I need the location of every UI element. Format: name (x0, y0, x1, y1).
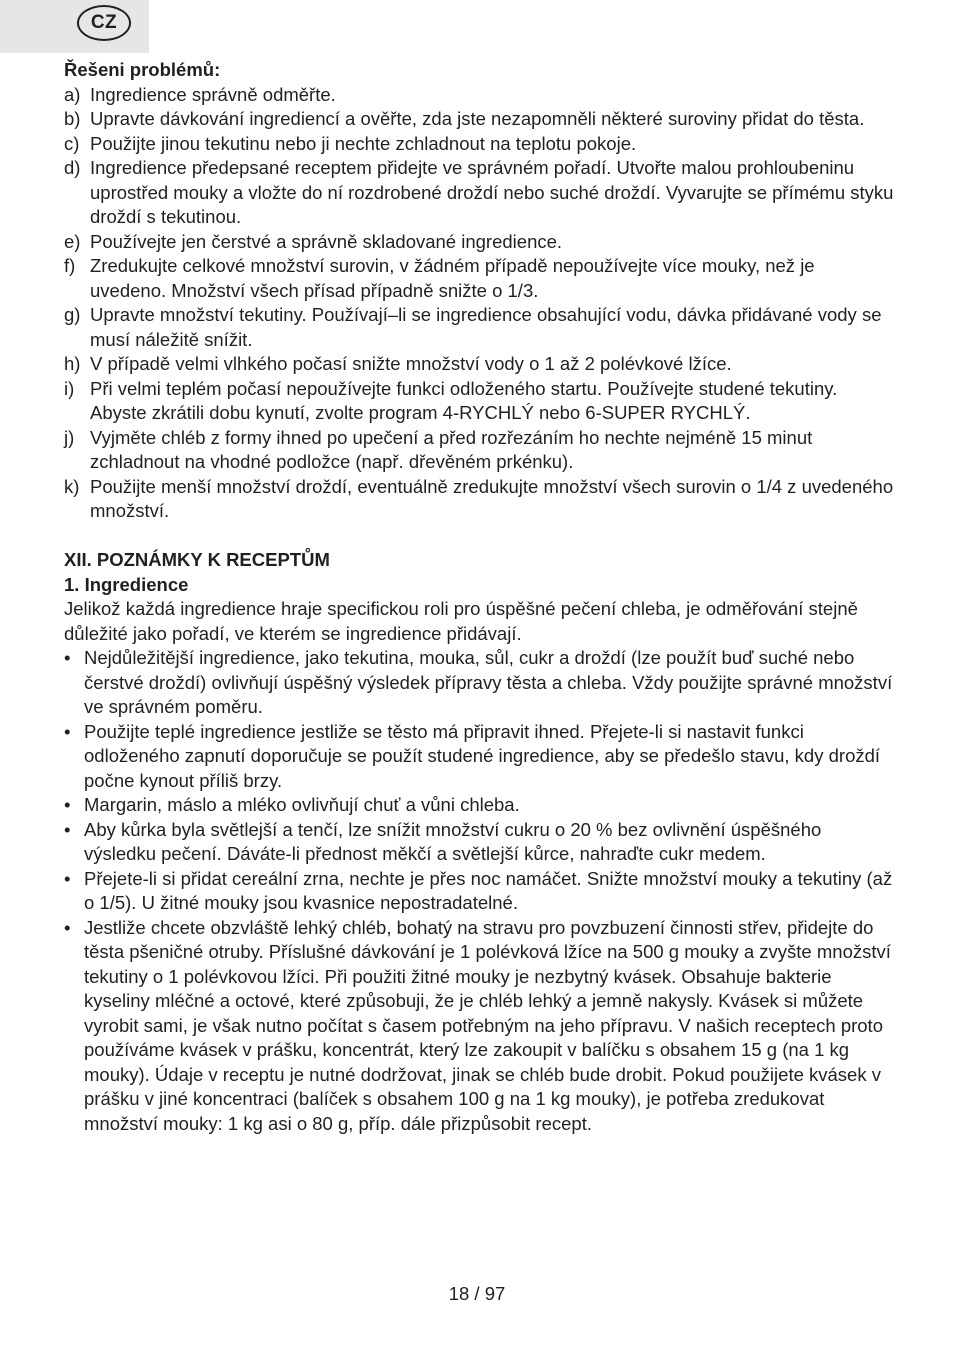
bullet-text: Aby kůrka byla světlejší a tenčí, lze snížit množství cukru o 20 % bez ovlivnění úspěšného výsledku pečení. Dáváte-li přednost měkčí a světlejší kůrce, nahraďte cukr medem. (84, 818, 822, 864)
list-item-marker: e) (64, 230, 81, 252)
list-item (64, 254, 894, 303)
list-item (64, 83, 894, 108)
page-content (64, 58, 894, 1136)
list-item-text: Použijte jinou tekutinu nebo ji nechte zchladnout na teplotu pokoje. (90, 132, 637, 154)
list-item-text: Ingredience správně odměřte. (90, 83, 336, 105)
list-item-text: Vyjměte chléb z formy ihned po upečení a před rozřezáním ho nechte nejméně 15 minut zchladnout na vhodné podložce (např. dřevěném prkénku). (90, 426, 813, 472)
bullet-text: Margarin, máslo a mléko ovlivňují chuť a vůni chleba. (84, 794, 520, 815)
list-item-marker: a) (64, 83, 81, 105)
bullet-text: Nejdůležitější ingredience, jako tekutina, mouka, sůl, cukr a droždí (lze použít buď suché nebo čerstvé droždí) ovlivňují úspěšný výsledek přípravy těsta a chleba. Vždy použijte správné množství ve správném poměru. (84, 647, 893, 717)
list-item-marker: g) (64, 304, 81, 325)
language-tab (0, 0, 149, 53)
subsection-heading: 1. Ingredience (64, 573, 189, 595)
intro-paragraph: Jelikož každá ingredience hraje specifickou roli pro úspěšné pečení chleba, je odměřování stejně důležité jako pořadí, ve kterém se ingredience přidávají. (64, 598, 858, 644)
list-item-marker: h) (64, 353, 81, 374)
list-item-marker: j) (64, 426, 75, 448)
list-item (64, 426, 894, 475)
list-item-text: Zredukujte celkové množství surovin, v žádném případě nepoužívejte více mouky, než je uvedeno. Množství všech přísad případně snižte o 1/3. (90, 255, 815, 301)
bullet-item (64, 818, 894, 867)
list-item (64, 156, 894, 230)
list-item (64, 377, 894, 426)
bullet-icon: • (64, 818, 71, 840)
bullet-text: Přejete-li si přidat cereální zrna, nechte je přes noc namáčet. Snižte množství mouky a tekutiny (až o 1/5). U žitné mouky jsou kvasnice nepostradatelné. (84, 867, 893, 913)
list-item-text: Ingredience předepsané receptem přidejte ve správném pořadí. Utvořte malou prohloubeninu uprostřed mouky a vložte do ní rozdrobené droždí nebo suché droždí. Vyvarujte se přímému styku droždí s tekutinou. (90, 157, 894, 227)
list-item (64, 303, 894, 352)
list-item-marker: b) (64, 108, 81, 129)
bullet-icon: • (64, 916, 71, 938)
language-badge: CZ (77, 5, 131, 41)
list-item-marker: d) (64, 157, 81, 178)
list-item (64, 107, 894, 132)
list-item-marker: c) (64, 132, 80, 154)
bullet-icon: • (64, 867, 71, 889)
list-item-text: Upravte dávkování ingrediencí a ověřte, zda jste nezapomněli některé suroviny přidat do těsta. (90, 108, 865, 129)
list-item-marker: i) (64, 377, 75, 399)
list-item-marker: k) (64, 475, 80, 497)
section-spacer (64, 524, 894, 549)
list-item (64, 230, 894, 255)
bullet-icon: • (64, 647, 71, 668)
bullet-text: Použijte teplé ingredience jestliže se těsto má připravit ihned. Přejete-li si nastavit funkci odloženého zapnutí doporučuje se použít studené ingredience, aby se předešlo stavu, kdy droždí počne kynout příliš brzy. (84, 720, 881, 791)
list-item (64, 475, 894, 524)
bullet-icon: • (64, 794, 71, 815)
bullet-item (64, 793, 894, 818)
bullet-item (64, 720, 894, 794)
bullet-item (64, 646, 894, 720)
troubleshooting-heading: Řešeni problémů: (64, 59, 221, 80)
list-item-marker: f) (64, 255, 76, 276)
list-item (64, 132, 894, 157)
list-item (64, 352, 894, 377)
section-heading: XII. POZNÁMKY K RECEPTŮM (64, 549, 330, 570)
list-item-text: V případě velmi vlhkého počasí snižte množství vody o 1 až 2 polévkové lžíce. (90, 353, 732, 374)
bullet-item (64, 867, 894, 916)
bullet-icon: • (64, 720, 71, 742)
list-item-text: Používejte jen čerstvé a správně skladované ingredience. (90, 230, 563, 252)
bullet-text: Jestliže chcete obzvláště lehký chléb, bohatý na stravu pro povzbuzení činnosti střev, přidejte do těsta pšeničné otruby. Příslušné dávkování je 1 polévková lžíce na 500 g mouky a zvyšte množství tekutiny o 1 polévkovou lžíci. Při použiti žitné mouky je nezbytný kvásek. Obsahuje bakterie kyseliny mléčné a octové, které způsobuji, že je chléb lehký a jemně nakysly. Kvásek si můžete vyrobit sami, je však nutno počítat s časem potřebným na jeho přípravu. V našich receptech proto používáme kvásek v prášku, koncentrát, který lze zakoupit v balíčku s obsahem 15 g (na 1 kg mouky). Údaje v receptu je nutné dodržovat, jinak se chléb bude drobit. Pokud použijete kvásek v prášku v jiné koncentraci (balíček s obsahem 100 g na 1 kg mouky), je potřeba zredukovat množství mouky: 1 kg asi o 80 g, příp. dále přizpůsobit recept. (84, 916, 891, 1134)
list-item-text: Upravte množství tekutiny. Používají–li se ingredience obsahující vodu, dávka přidávané vody se musí náležitě snížit. (90, 304, 882, 350)
list-item-text: Použijte menší množství droždí, eventuálně zredukujte množství všech surovin o 1/4 z uvedeného množství. (90, 475, 894, 521)
list-item-text: Při velmi teplém počasí nepoužívejte funkci odloženého startu. Používejte studené tekutiny. Abyste zkrátili dobu kynutí, zvolte program 4-RYCHLÝ nebo 6-SUPER RYCHLÝ. (90, 377, 838, 423)
page-number: 18 / 97 (448, 1283, 506, 1304)
bullet-item (64, 916, 894, 1137)
